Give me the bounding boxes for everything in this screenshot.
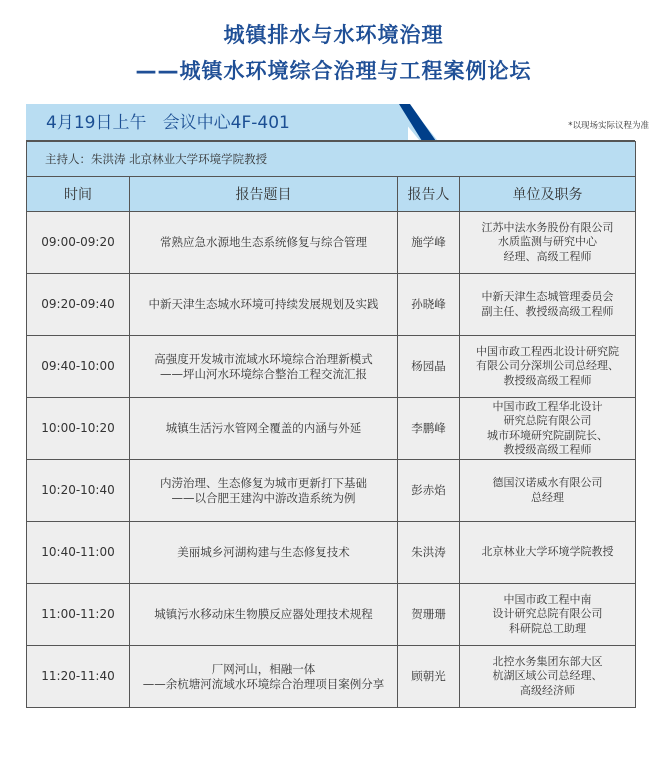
agenda-table (26, 141, 636, 708)
speaker-affiliation (460, 212, 636, 274)
speaker-name: 顾朝光 (398, 646, 460, 708)
time-slot: 10:00-10:20 (27, 398, 130, 460)
report-topic (130, 336, 398, 398)
speaker-name: 彭赤焰 (398, 460, 460, 522)
table-row (27, 336, 636, 398)
report-topic (130, 584, 398, 646)
agenda-rows (27, 212, 636, 708)
time-slot: 09:40-10:00 (27, 336, 130, 398)
speaker-affiliation-line: 中国市政工程华北设计 (492, 399, 603, 413)
table-row (27, 398, 636, 460)
speaker-affiliation-line: 副主任、教授级高级工程师 (481, 304, 614, 318)
table-row (27, 212, 636, 274)
report-topic-line: 厂网河山，相融一体 (211, 661, 316, 676)
speaker-affiliation-line: 总经理 (531, 490, 565, 504)
speaker-affiliation-line: 中新天津生态城管理委员会 (481, 290, 614, 303)
report-topic (130, 646, 398, 708)
report-topic (130, 398, 398, 460)
speaker-affiliation-line: 经理、高级工程师 (503, 249, 592, 263)
report-topic (130, 522, 398, 584)
time-slot: 09:00-09:20 (27, 212, 130, 274)
report-topic-line: ——以合肥王建沟中游改造系统为例 (171, 490, 356, 505)
speaker-affiliation-line: 中国市政工程西北设计研究院 (476, 344, 620, 358)
report-topic-line: 城镇生活污水管网全覆盖的内涵与外延 (165, 421, 362, 435)
speaker-name: 施学峰 (398, 212, 460, 274)
column-header-row (27, 177, 636, 212)
speaker-affiliation (460, 460, 636, 522)
speaker-affiliation-line: 科研院总工助理 (509, 621, 587, 635)
report-topic-line: 城镇污水移动床生物膜反应器处理技术规程 (154, 607, 373, 621)
speaker-affiliation-line: 北京林业大学环境学院教授 (481, 545, 614, 559)
table-row (27, 584, 636, 646)
speaker-affiliation-line: 教授级高级工程师 (503, 443, 592, 456)
speaker-affiliation (460, 584, 636, 646)
speaker-affiliation-line: 高级经济师 (520, 683, 576, 697)
time-slot: 10:40-11:00 (27, 522, 130, 584)
speaker-affiliation-line: 江苏中法水务股份有限公司 (481, 220, 614, 234)
speaker-name: 孙晓峰 (398, 274, 460, 336)
speaker-affiliation-line: 设计研究总院有限公司 (492, 607, 603, 621)
speaker-affiliation (460, 646, 636, 708)
speaker-affiliation-line: 研究总院有限公司 (503, 414, 592, 427)
report-topic-line: 常熟应急水源地生态系统修复与综合管理 (160, 235, 367, 249)
report-topic (130, 460, 398, 522)
speaker-name: 李鹏峰 (398, 398, 460, 460)
session-date-venue: 4月19日上午 会议中心4F-401 (46, 113, 290, 133)
report-topic-line: 高强度开发城市流域水环境综合治理新模式 (154, 351, 373, 366)
speaker-affiliation-line: 北控水务集团东部大区 (492, 654, 603, 668)
time-slot: 11:20-11:40 (27, 646, 130, 708)
col-header-speaker: 报告人 (398, 177, 460, 212)
speaker-affiliation (460, 274, 636, 336)
report-topic-line: 中新天津生态城水环境可持续发展规划及实践 (148, 297, 379, 311)
col-header-topic: 报告题目 (130, 177, 398, 212)
table-row (27, 460, 636, 522)
speaker-affiliation-line: 水质监测与研究中心 (498, 235, 598, 249)
speaker-affiliation (460, 522, 636, 584)
speaker-name: 贺珊珊 (398, 584, 460, 646)
host-info: 主持人：朱洪涛 北京林业大学环境学院教授 (27, 142, 636, 177)
report-topic-line: 美丽城乡河湖构建与生态修复技术 (177, 545, 350, 559)
table-row (27, 646, 636, 708)
speaker-affiliation-line: 城市环境研究院副院长、 (487, 428, 609, 442)
forum-title (0, 20, 667, 86)
speaker-affiliation (460, 336, 636, 398)
table-row (27, 274, 636, 336)
col-header-org: 单位及职务 (460, 177, 636, 212)
host-row (27, 142, 636, 177)
time-slot: 09:20-09:40 (27, 274, 130, 336)
report-topic (130, 274, 398, 336)
title-main: 城镇排水与水环境治理 (223, 23, 444, 47)
report-topic-line: 内涝治理、生态修复为城市更新打下基础 (160, 475, 367, 490)
speaker-affiliation-line: 有限公司分深圳公司总经理、 (476, 359, 620, 373)
speaker-affiliation-line: 教授级高级工程师 (503, 373, 592, 387)
speaker-affiliation-line: 中国市政工程中南 (503, 592, 592, 606)
schedule-note: *以现场实际议程为准 (568, 121, 649, 131)
speaker-affiliation-line: 杭湖区域公司总经理、 (492, 669, 603, 683)
report-topic-line: ——坪山河水环境综合整治工程交流汇报 (160, 366, 367, 381)
speaker-affiliation-line: 德国汉诺威水有限公司 (492, 476, 603, 489)
title-sub: ——城镇水环境综合治理与工程案例论坛 (135, 59, 532, 83)
col-header-time: 时间 (27, 177, 130, 212)
report-topic-line: ——余杭塘河流域水环境综合治理项目案例分享 (142, 676, 385, 691)
speaker-name: 朱洪涛 (398, 522, 460, 584)
speaker-name: 杨园晶 (398, 336, 460, 398)
time-slot: 10:20-10:40 (27, 460, 130, 522)
speaker-affiliation (460, 398, 636, 460)
time-slot: 11:00-11:20 (27, 584, 130, 646)
report-topic (130, 212, 398, 274)
table-row (27, 522, 636, 584)
